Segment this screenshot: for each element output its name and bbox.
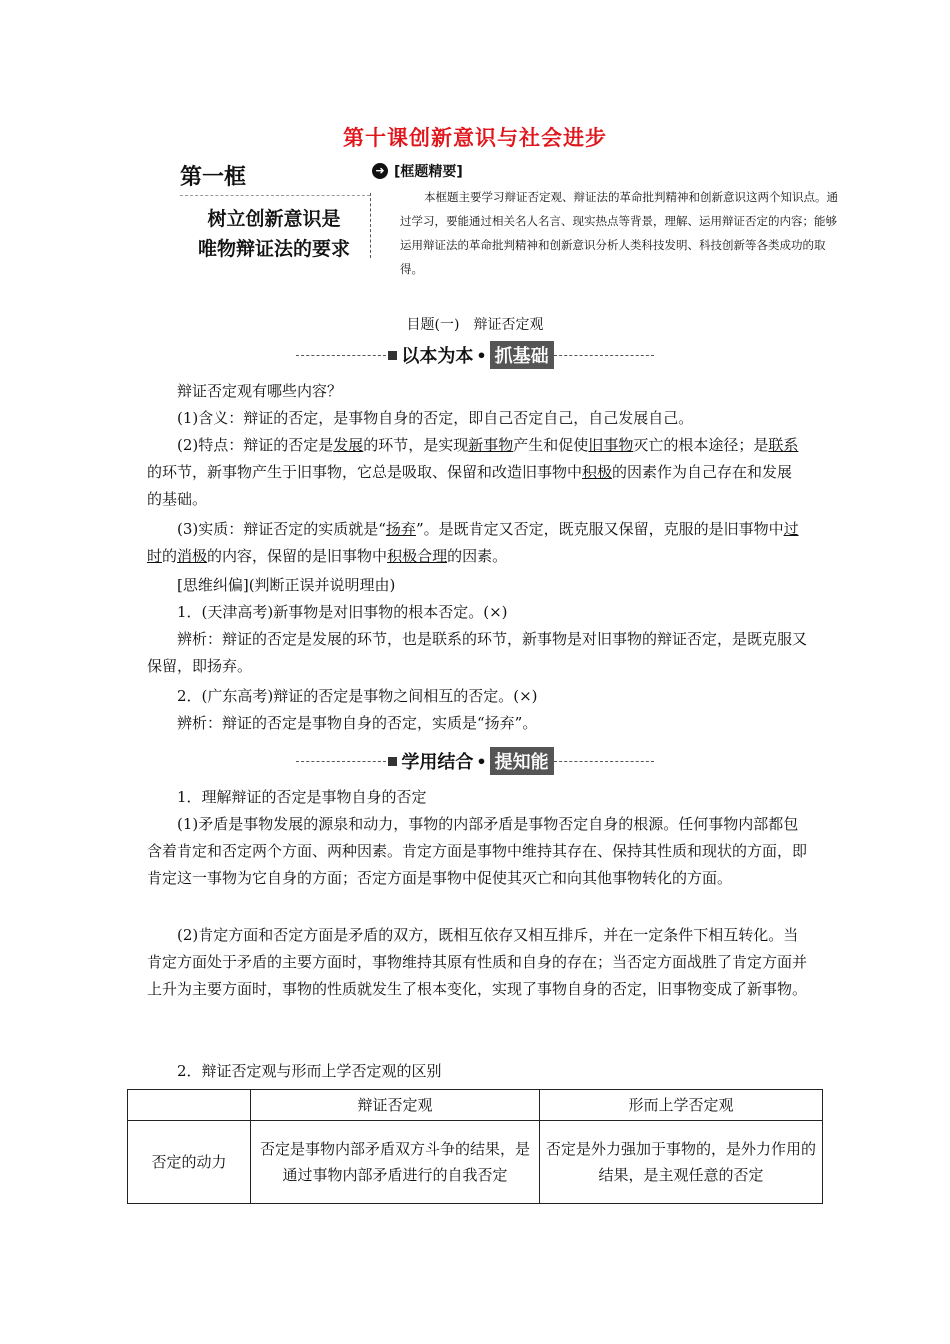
paragraph-essence: (3)实质：辩证否定的实质就是“扬弃”。是既肯定又否定，既克服又保留，克服的是旧事物中过时的消极的内容，保留的是旧事物中积极合理的因素。 xyxy=(147,520,799,565)
frame-divider xyxy=(180,195,370,196)
arrow-right-icon: ➜ xyxy=(372,163,388,179)
table-header-cell: 辩证否定观 xyxy=(251,1090,540,1121)
table-header-cell: 形而上学否定观 xyxy=(540,1090,823,1121)
knowledge-2-title: 2．辩证否定观与形而上学否定观的区别 xyxy=(177,1062,442,1080)
section-divider-basics: 以本为本 • 抓基础 xyxy=(0,342,950,368)
knowledge-1-title: 1．理解辩证的否定是事物自身的否定 xyxy=(177,788,427,806)
answer-2: 辨析：辩证的否定是事物自身的否定，实质是“扬弃”。 xyxy=(177,714,538,732)
answer-1: 辨析：辩证的否定是发展的环节，也是联系的环节，新事物是对旧事物的辩证否定，是既克服又保留，即扬弃。 xyxy=(147,630,808,675)
paragraph-features: (2)特点：辩证的否定是发展的环节，是实现新事物产生和促使旧事物灭亡的根本途径；是联系的环节，新事物产生于旧事物，它总是吸取、保留和改造旧事物中积极的因素作为自己存在和发展的基础。 xyxy=(147,436,799,508)
table-header-row xyxy=(128,1090,823,1121)
section-label: 以本为本 xyxy=(401,346,474,367)
frame-vertical-divider xyxy=(370,193,371,258)
section-badge: 抓基础 xyxy=(490,341,554,369)
topic-heading: 目题(一) 辩证否定观 xyxy=(406,317,544,333)
frame-subtitle xyxy=(183,204,365,264)
section-label: 学用结合 xyxy=(401,752,474,773)
frame-subtitle-line2: 唯物辩证法的要求 xyxy=(197,238,350,260)
knowledge-1-paragraph-2: (2)肯定方面和否定方面是矛盾的双方，既相互依存又相互排斥，并在一定条件下相互转化。当肯定方面处于矛盾的主要方面时，事物维持其原有性质和自身的存在；当否定方面战胜了肯定方面并上升为主要方面时，事物的性质就发生了根本变化，实现了事物自身的否定，旧事物变成了新事物。 xyxy=(147,926,808,998)
paragraph-meaning: (1)含义：辩证的否定，是事物自身的否定，即自己否定自己，自己发展自己。 xyxy=(177,409,694,427)
question-1: 1．(天津高考)新事物是对旧事物的根本否定。(×) xyxy=(177,603,508,621)
table-header-cell xyxy=(128,1090,251,1121)
summary-label: [框题精要] xyxy=(394,164,463,180)
question-2: 2．(广东高考)辩证的否定是事物之间相互的否定。(×) xyxy=(177,687,538,705)
think-label: [思维纠偏](判断正误并说明理由) xyxy=(177,576,396,594)
knowledge-1-paragraph-1: (1)矛盾是事物发展的源泉和动力，事物的内部矛盾是事物否定自身的根源。任何事物内部都包含着肯定和否定两个方面、两种因素。肯定方面是事物中维持其存在、保持其性质和现状的方面，即肯定这一事物为它自身的方面；否定方面是事物中促使其灭亡和向其他事物转化的方面。 xyxy=(147,815,808,887)
table-cell: 否定是事物内部矛盾双方斗争的结果，是通过事物内部矛盾进行的自我否定 xyxy=(251,1121,540,1204)
section-badge: 提知能 xyxy=(490,747,554,775)
frame-subtitle-line1: 树立创新意识是 xyxy=(207,208,341,230)
lesson-title: 第十课创新意识与社会进步 xyxy=(343,126,607,150)
table-row xyxy=(128,1121,823,1204)
section-divider-ability: 学用结合 • 提知能 xyxy=(0,748,950,774)
question-intro: 辩证否定观有哪些内容？ xyxy=(177,382,343,400)
table-cell: 否定是外力强加于事物的，是外力作用的结果，是主观任意的否定 xyxy=(540,1121,823,1204)
table-cell: 否定的动力 xyxy=(128,1121,251,1204)
frame-number: 第一框 xyxy=(180,165,247,190)
summary-text: 本框题主要学习辩证否定观、辩证法的革命批判精神和创新意识这两个知识点。通过学习，要能通过相关名人名言、现实热点等背景，理解、运用辩证否定的内容；能够运用辩证法的革命批判精神和创新意识分析人类科技发明、科技创新等各类成功的取得。 xyxy=(400,190,838,276)
comparison-table xyxy=(127,1089,823,1204)
